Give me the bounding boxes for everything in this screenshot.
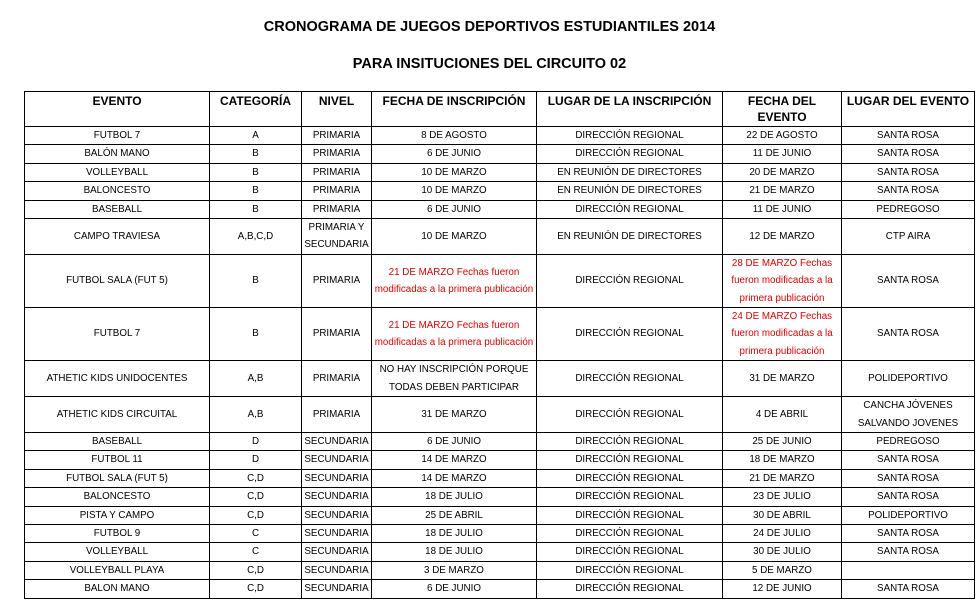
cell-lugar-inscripcion: DIRECCIÓN REGIONAL <box>537 506 723 524</box>
cell-evento: FUTBOL 9 <box>25 524 210 542</box>
cell-categoria: A,B,C,D <box>210 219 302 255</box>
cell-evento: FUTBOL 11 <box>25 451 210 469</box>
cell-categoria: B <box>210 254 302 307</box>
cell-evento: BALÓN MANO <box>25 145 210 163</box>
cell-fecha-inscripcion: 10 DE MARZO <box>372 182 537 200</box>
cell-fecha-evento: 21 DE MARZO <box>723 469 842 487</box>
table-row <box>25 488 975 506</box>
cell-evento: VOLLEYBALL <box>25 163 210 181</box>
header-categoria: CATEGORÍA <box>210 92 302 127</box>
cell-fecha-evento: 11 DE JUNIO <box>723 200 842 218</box>
cell-nivel: PRIMARIA <box>302 145 372 163</box>
cell-fecha-inscripcion: 21 DE MARZO Fechas fueron modificadas a la primera publicación <box>372 308 537 361</box>
cell-categoria: D <box>210 432 302 450</box>
cell-categoria: D <box>210 451 302 469</box>
cell-lugar-inscripcion: DIRECCIÓN REGIONAL <box>537 127 723 145</box>
table-row <box>25 145 975 163</box>
cell-categoria: B <box>210 200 302 218</box>
cell-categoria: A,B <box>210 361 302 397</box>
cell-categoria: C,D <box>210 469 302 487</box>
cell-fecha-inscripcion: 14 DE MARZO <box>372 451 537 469</box>
page-subtitle: PARA INSITUCIONES DEL CIRCUITO 02 <box>352 56 627 72</box>
cell-evento: ATHETIC KIDS CIRCUITAL <box>25 397 210 433</box>
cell-fecha-inscripcion: 6 DE JUNIO <box>372 145 537 163</box>
cell-nivel: SECUNDARIA <box>302 469 372 487</box>
cell-lugar-inscripcion: EN REUNIÓN DE DIRECTORES <box>537 219 723 255</box>
cell-fecha-evento: 28 DE MARZO Fechas fueron modificadas a la primera publicación <box>723 254 842 307</box>
cell-evento: FUTBOL SALA (FUT 5) <box>25 254 210 307</box>
table-row <box>25 580 975 598</box>
cell-fecha-inscripcion: NO HAY INSCRIPCIÓN PORQUE TODAS DEBEN PARTICIPAR <box>372 361 537 397</box>
cell-lugar-inscripcion: DIRECCIÓN REGIONAL <box>537 361 723 397</box>
table-row <box>25 524 975 542</box>
table-row <box>25 543 975 561</box>
cell-fecha-evento: 5 DE MARZO <box>723 561 842 579</box>
cell-lugar-inscripcion: DIRECCIÓN REGIONAL <box>537 200 723 218</box>
cell-nivel: PRIMARIA <box>302 397 372 433</box>
cell-fecha-inscripcion: 6 DE JUNIO <box>372 200 537 218</box>
table-row <box>25 127 975 145</box>
cell-categoria: C,D <box>210 506 302 524</box>
cell-fecha-evento: 24 DE MARZO Fechas fueron modificadas a la primera publicación <box>723 308 842 361</box>
cell-lugar-evento: POLIDEPORTIVO <box>842 506 975 524</box>
cell-evento: FUTBOL SALA (FUT 5) <box>25 469 210 487</box>
cell-evento: FUTBOL 7 <box>25 308 210 361</box>
table-row <box>25 561 975 579</box>
cell-lugar-inscripcion: DIRECCIÓN REGIONAL <box>537 308 723 361</box>
header-fecha-inscripcion: FECHA DE INSCRIPCIÓN <box>372 92 537 127</box>
cell-lugar-inscripcion: DIRECCIÓN REGIONAL <box>537 488 723 506</box>
cell-nivel: SECUNDARIA <box>302 580 372 598</box>
cell-lugar-inscripcion: DIRECCIÓN REGIONAL <box>537 469 723 487</box>
cell-lugar-evento: SANTA ROSA <box>842 488 975 506</box>
cell-lugar-evento: SANTA ROSA <box>842 580 975 598</box>
header-fecha-evento: FECHA DEL EVENTO <box>723 92 842 127</box>
cell-fecha-evento: 20 DE MARZO <box>723 163 842 181</box>
table-body <box>25 127 975 599</box>
cell-fecha-inscripcion: 3 DE MARZO <box>372 561 537 579</box>
cell-lugar-evento: SANTA ROSA <box>842 308 975 361</box>
cell-evento: ATHETIC KIDS UNIDOCENTES <box>25 361 210 397</box>
cell-lugar-inscripcion: DIRECCIÓN REGIONAL <box>537 580 723 598</box>
cell-evento: PISTA Y CAMPO <box>25 506 210 524</box>
table-row <box>25 200 975 218</box>
cell-fecha-evento: 4 DE ABRIL <box>723 397 842 433</box>
cell-nivel: PRIMARIA <box>302 308 372 361</box>
cell-fecha-evento: 11 DE JUNIO <box>723 145 842 163</box>
cell-nivel: SECUNDARIA <box>302 488 372 506</box>
cell-nivel: PRIMARIA <box>302 200 372 218</box>
cell-fecha-inscripcion: 21 DE MARZO Fechas fueron modificadas a la primera publicación <box>372 254 537 307</box>
cell-evento: CAMPO TRAVIESA <box>25 219 210 255</box>
cell-lugar-evento: SANTA ROSA <box>842 127 975 145</box>
schedule-table <box>24 91 975 599</box>
cell-categoria: C,D <box>210 561 302 579</box>
cell-lugar-evento: SANTA ROSA <box>842 254 975 307</box>
cell-fecha-evento: 30 DE JULIO <box>723 543 842 561</box>
cell-evento: BALONCESTO <box>25 182 210 200</box>
table-row <box>25 432 975 450</box>
cell-nivel: SECUNDARIA <box>302 561 372 579</box>
cell-lugar-evento: SANTA ROSA <box>842 543 975 561</box>
cell-evento: BASEBALL <box>25 432 210 450</box>
cell-fecha-evento: 12 DE MARZO <box>723 219 842 255</box>
cell-fecha-inscripcion: 14 DE MARZO <box>372 469 537 487</box>
cell-lugar-inscripcion: DIRECCIÓN REGIONAL <box>537 561 723 579</box>
cell-lugar-evento: PEDREGOSO <box>842 200 975 218</box>
cell-fecha-inscripcion: 6 DE JUNIO <box>372 580 537 598</box>
cell-lugar-evento: CTP AIRA <box>842 219 975 255</box>
cell-categoria: B <box>210 163 302 181</box>
cell-categoria: C <box>210 524 302 542</box>
cell-evento: FUTBOL 7 <box>25 127 210 145</box>
cell-evento: VOLLEYBALL PLAYA <box>25 561 210 579</box>
cell-categoria: A,B <box>210 397 302 433</box>
table-row <box>25 308 975 361</box>
header-nivel: NIVEL <box>302 92 372 127</box>
cell-fecha-inscripcion: 18 DE JULIO <box>372 543 537 561</box>
page-title: CRONOGRAMA DE JUEGOS DEPORTIVOS ESTUDIANTILES 2014 <box>263 19 716 35</box>
cell-nivel: PRIMARIA Y SECUNDARIA <box>302 219 372 255</box>
cell-lugar-evento <box>842 561 975 579</box>
cell-fecha-inscripcion: 6 DE JUNIO <box>372 432 537 450</box>
cell-fecha-inscripcion: 8 DE AGOSTO <box>372 127 537 145</box>
cell-fecha-evento: 21 DE MARZO <box>723 182 842 200</box>
table-row <box>25 469 975 487</box>
cell-nivel: PRIMARIA <box>302 361 372 397</box>
cell-fecha-inscripcion: 31 DE MARZO <box>372 397 537 433</box>
cell-lugar-inscripcion: DIRECCIÓN REGIONAL <box>537 543 723 561</box>
cell-evento: BALON MANO <box>25 580 210 598</box>
cell-categoria: C,D <box>210 580 302 598</box>
cell-nivel: PRIMARIA <box>302 182 372 200</box>
cell-lugar-inscripcion: DIRECCIÓN REGIONAL <box>537 524 723 542</box>
cell-evento: BASEBALL <box>25 200 210 218</box>
header-lugar-inscripcion: LUGAR DE LA INSCRIPCIÓN <box>537 92 723 127</box>
cell-lugar-evento: SANTA ROSA <box>842 524 975 542</box>
cell-categoria: C <box>210 543 302 561</box>
cell-fecha-evento: 18 DE MARZO <box>723 451 842 469</box>
table-row <box>25 163 975 181</box>
table-row <box>25 506 975 524</box>
header-evento: EVENTO <box>25 92 210 127</box>
cell-lugar-evento: SANTA ROSA <box>842 145 975 163</box>
cell-lugar-evento: CANCHA JÓVENES SALVANDO JOVENES <box>842 397 975 433</box>
cell-lugar-inscripcion: DIRECCIÓN REGIONAL <box>537 397 723 433</box>
cell-lugar-inscripcion: DIRECCIÓN REGIONAL <box>537 432 723 450</box>
table-row <box>25 451 975 469</box>
cell-fecha-inscripcion: 10 DE MARZO <box>372 219 537 255</box>
cell-nivel: PRIMARIA <box>302 127 372 145</box>
table-row <box>25 397 975 433</box>
cell-categoria: B <box>210 145 302 163</box>
cell-lugar-evento: SANTA ROSA <box>842 163 975 181</box>
cell-categoria: B <box>210 182 302 200</box>
table-header-row <box>25 92 975 127</box>
cell-lugar-evento: SANTA ROSA <box>842 182 975 200</box>
cell-nivel: SECUNDARIA <box>302 506 372 524</box>
cell-categoria: C,D <box>210 488 302 506</box>
cell-lugar-inscripcion: DIRECCIÓN REGIONAL <box>537 254 723 307</box>
cell-lugar-evento: SANTA ROSA <box>842 451 975 469</box>
cell-lugar-inscripcion: DIRECCIÓN REGIONAL <box>537 145 723 163</box>
cell-fecha-inscripcion: 18 DE JULIO <box>372 488 537 506</box>
cell-nivel: SECUNDARIA <box>302 451 372 469</box>
cell-nivel: SECUNDARIA <box>302 432 372 450</box>
table-row <box>25 254 975 307</box>
cell-fecha-evento: 30 DE ABRIL <box>723 506 842 524</box>
cell-lugar-evento: PEDREGOSO <box>842 432 975 450</box>
cell-categoria: A <box>210 127 302 145</box>
cell-lugar-evento: POLIDEPORTIVO <box>842 361 975 397</box>
cell-evento: BALONCESTO <box>25 488 210 506</box>
cell-fecha-evento: 31 DE MARZO <box>723 361 842 397</box>
cell-lugar-evento: SANTA ROSA <box>842 469 975 487</box>
cell-nivel: PRIMARIA <box>302 254 372 307</box>
cell-nivel: SECUNDARIA <box>302 543 372 561</box>
table-row <box>25 361 975 397</box>
cell-fecha-evento: 23 DE JULIO <box>723 488 842 506</box>
cell-lugar-inscripcion: EN REUNIÓN DE DIRECTORES <box>537 163 723 181</box>
table-row <box>25 219 975 255</box>
cell-fecha-inscripcion: 25 DE ABRIL <box>372 506 537 524</box>
cell-lugar-inscripcion: EN REUNIÓN DE DIRECTORES <box>537 182 723 200</box>
cell-fecha-evento: 24 DE JULIO <box>723 524 842 542</box>
cell-lugar-inscripcion: DIRECCIÓN REGIONAL <box>537 451 723 469</box>
cell-fecha-evento: 25 DE JUNIO <box>723 432 842 450</box>
cell-evento: VOLLEYBALL <box>25 543 210 561</box>
cell-fecha-evento: 22 DE AGOSTO <box>723 127 842 145</box>
cell-fecha-inscripcion: 18 DE JULIO <box>372 524 537 542</box>
cell-nivel: PRIMARIA <box>302 163 372 181</box>
cell-categoria: B <box>210 308 302 361</box>
cell-nivel: SECUNDARIA <box>302 524 372 542</box>
cell-fecha-inscripcion: 10 DE MARZO <box>372 163 537 181</box>
header-lugar-evento: LUGAR DEL EVENTO <box>842 92 975 127</box>
cell-fecha-evento: 12 DE JUNIO <box>723 580 842 598</box>
table-row <box>25 182 975 200</box>
